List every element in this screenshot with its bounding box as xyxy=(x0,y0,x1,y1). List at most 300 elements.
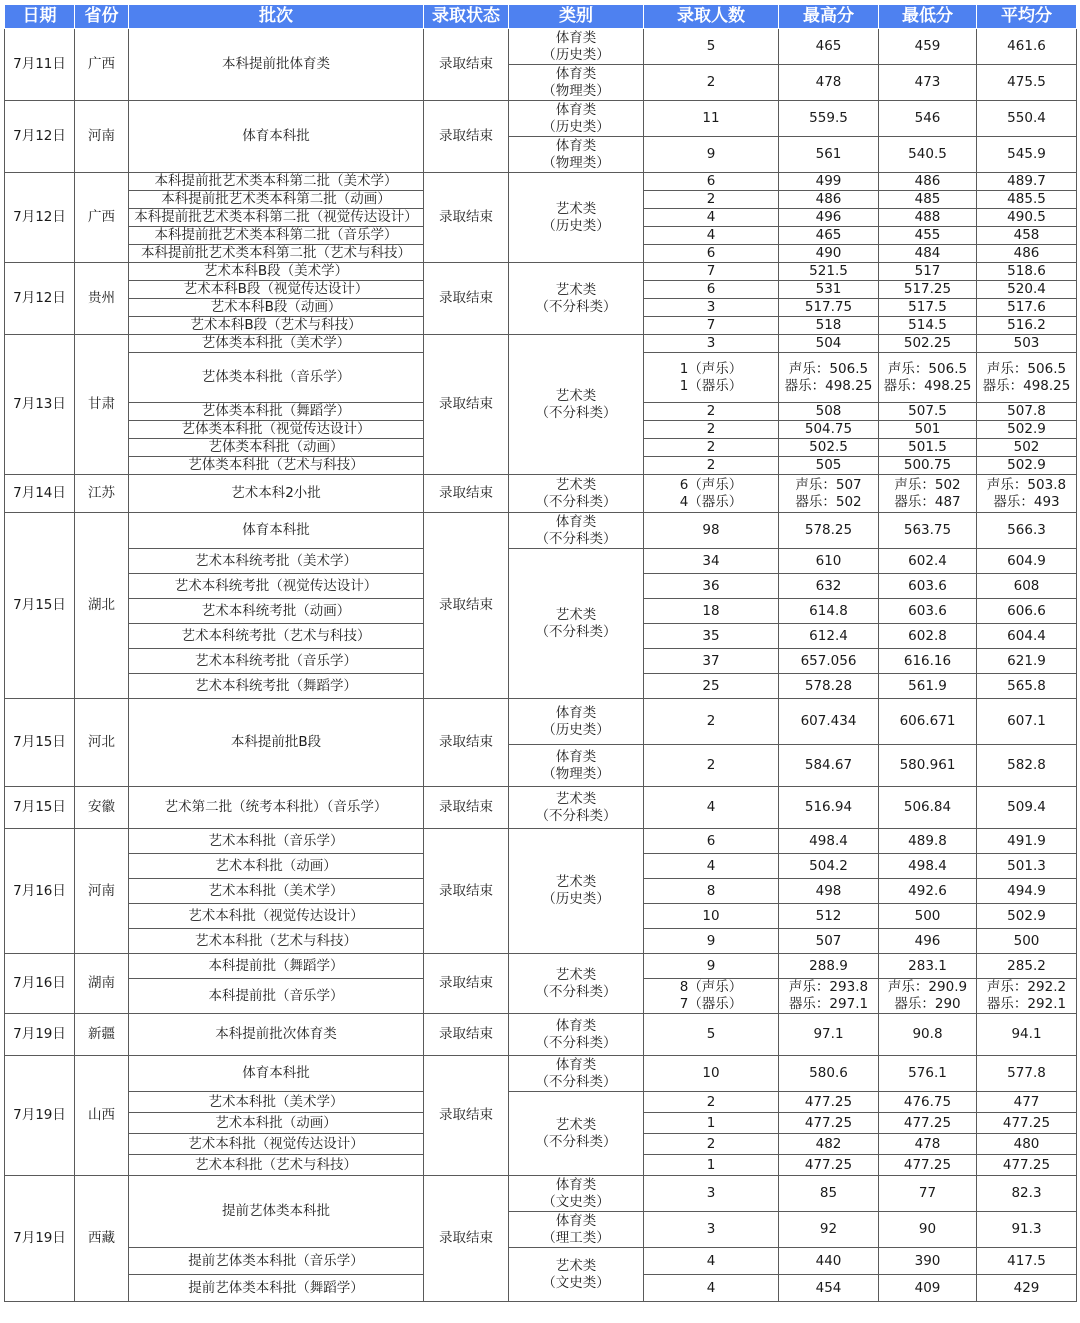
min-score-cell-line: 540.5 xyxy=(908,146,947,162)
admitted-count-cell-line: 37 xyxy=(702,652,720,669)
batch-cell-line: 本科提前批体育类 xyxy=(222,56,330,72)
max-score-cell-line: 498.4 xyxy=(809,832,848,849)
max-score-cell xyxy=(779,787,879,829)
date-cell-line: 7月12日 xyxy=(13,290,66,306)
province-cell-line: 甘肃 xyxy=(88,396,115,412)
status-cell xyxy=(424,101,509,173)
batch-cell xyxy=(129,403,424,421)
min-score-cell-line: 517 xyxy=(914,263,941,279)
min-score-cell-line: 506.84 xyxy=(903,799,952,815)
max-score-cell xyxy=(779,1155,879,1176)
avg-score-cell xyxy=(977,173,1077,191)
category-cell xyxy=(509,513,644,549)
batch-cell-line: 提前艺体类本科批 xyxy=(222,1203,330,1219)
admitted-count-cell-line: 1（器乐） xyxy=(679,377,743,394)
batch-cell xyxy=(129,421,424,439)
min-score-cell xyxy=(879,209,977,227)
status-cell-line: 录取结束 xyxy=(439,128,493,144)
status-cell-line: 录取结束 xyxy=(439,734,493,750)
batch-cell-line: 艺术本科2小批 xyxy=(231,485,321,501)
max-score-cell-line: 97.1 xyxy=(813,1026,844,1042)
min-score-cell xyxy=(879,574,977,599)
max-score-cell xyxy=(779,403,879,421)
avg-score-cell-line: 491.9 xyxy=(1007,832,1046,849)
admitted-count-cell xyxy=(644,674,779,699)
min-score-cell-line: 602.8 xyxy=(908,627,947,644)
avg-score-cell-line: 501.3 xyxy=(1007,857,1046,874)
admitted-count-cell xyxy=(644,457,779,475)
min-score-cell xyxy=(879,904,977,929)
admission-table-wrapper xyxy=(4,4,1077,1302)
max-score-cell xyxy=(779,1092,879,1113)
admitted-count-cell-line: 98 xyxy=(702,522,720,538)
category-cell xyxy=(509,65,644,101)
avg-score-cell-line: 475.5 xyxy=(1007,74,1046,90)
batch-cell-line: 本科提前批艺术类本科第二批（美术学） xyxy=(154,173,398,189)
min-score-cell-line: 459 xyxy=(914,38,941,54)
admitted-count-cell-line: 4 xyxy=(706,1279,716,1296)
batch-cell xyxy=(129,624,424,649)
admitted-count-cell xyxy=(644,1212,779,1248)
max-score-cell xyxy=(779,209,879,227)
batch-cell-line: 艺术本科批（视觉传达设计） xyxy=(188,907,364,924)
max-score-cell xyxy=(779,439,879,457)
date-cell-line: 7月19日 xyxy=(13,1230,66,1246)
avg-score-cell-line: 608 xyxy=(1013,577,1040,594)
avg-score-cell-line: 516.2 xyxy=(1007,317,1046,333)
max-score-cell xyxy=(779,173,879,191)
category-cell-line: 体育类 xyxy=(555,513,597,530)
province-cell-line: 新疆 xyxy=(88,1026,115,1042)
max-score-cell xyxy=(779,1056,879,1092)
max-score-cell xyxy=(779,29,879,65)
admitted-count-cell xyxy=(644,649,779,674)
avg-score-cell xyxy=(977,1275,1077,1302)
min-score-cell-line: 603.6 xyxy=(908,577,947,594)
avg-score-cell xyxy=(977,1092,1077,1113)
avg-score-cell-line: 器乐：292.1 xyxy=(986,996,1067,1012)
category-cell-line: （文史类） xyxy=(542,1274,610,1291)
status-cell-line: 录取结束 xyxy=(439,1026,493,1042)
avg-score-cell xyxy=(977,745,1077,787)
avg-score-cell-line: 502.9 xyxy=(1007,421,1046,437)
category-cell xyxy=(509,1056,644,1092)
avg-score-cell xyxy=(977,954,1077,979)
date-cell-line: 7月13日 xyxy=(13,396,66,412)
category-cell-line: 体育类 xyxy=(555,29,597,46)
admitted-count-cell xyxy=(644,245,779,263)
batch-cell xyxy=(129,904,424,929)
admitted-count-cell xyxy=(644,299,779,317)
admitted-count-cell-line: 18 xyxy=(702,602,720,619)
max-score-cell xyxy=(779,317,879,335)
date-cell-line: 7月14日 xyxy=(13,485,66,501)
min-score-cell-line: 546 xyxy=(914,110,941,126)
status-cell xyxy=(424,1176,509,1302)
max-score-cell xyxy=(779,649,879,674)
min-score-cell xyxy=(879,227,977,245)
batch-cell xyxy=(129,954,424,979)
max-score-cell-line: 561 xyxy=(815,146,842,162)
admitted-count-cell-line: 2 xyxy=(706,74,716,90)
max-score-cell xyxy=(779,1248,879,1275)
admitted-count-cell xyxy=(644,1134,779,1155)
max-score-cell xyxy=(779,954,879,979)
header-avg-score: 平均分 xyxy=(977,5,1077,29)
max-score-cell xyxy=(779,745,879,787)
admitted-count-cell-line: 7 xyxy=(706,263,716,279)
batch-cell xyxy=(129,29,424,101)
avg-score-cell-line: 502.9 xyxy=(1007,907,1046,924)
min-score-cell xyxy=(879,1092,977,1113)
max-score-cell xyxy=(779,624,879,649)
admitted-count-cell-line: 6（声乐） xyxy=(679,476,743,493)
category-cell-line: （物理类） xyxy=(542,765,610,782)
status-cell-line: 录取结束 xyxy=(439,597,493,613)
min-score-cell xyxy=(879,929,977,954)
category-cell-line: （历史类） xyxy=(542,217,610,234)
batch-cell-line: 本科提前批（音乐学） xyxy=(208,987,344,1004)
min-score-cell xyxy=(879,879,977,904)
min-score-cell-line: 603.6 xyxy=(908,602,947,619)
avg-score-cell xyxy=(977,1056,1077,1092)
category-cell xyxy=(509,137,644,173)
min-score-cell-line: 器乐：290 xyxy=(894,996,961,1012)
max-score-cell-line: 478 xyxy=(815,74,842,90)
category-cell-line: 艺术类 xyxy=(555,387,597,404)
min-score-cell xyxy=(879,829,977,854)
max-score-cell-line: 465 xyxy=(815,38,842,54)
min-score-cell xyxy=(879,191,977,209)
date-cell xyxy=(5,101,75,173)
max-score-cell xyxy=(779,299,879,317)
avg-score-cell xyxy=(977,699,1077,745)
category-cell xyxy=(509,549,644,699)
min-score-cell-line: 476.75 xyxy=(903,1093,952,1110)
status-cell-line: 录取结束 xyxy=(439,799,493,815)
avg-score-cell-line: 503 xyxy=(1013,335,1040,351)
max-score-cell-line: 614.8 xyxy=(809,602,848,619)
min-score-cell-line: 616.16 xyxy=(903,652,952,669)
min-score-cell-line: 500 xyxy=(914,907,941,924)
avg-score-cell-line: 509.4 xyxy=(1007,799,1046,815)
category-cell-line: （历史类） xyxy=(542,891,610,907)
header-max-score: 最高分 xyxy=(779,5,879,29)
admitted-count-cell-line: 36 xyxy=(702,577,720,594)
min-score-cell xyxy=(879,421,977,439)
max-score-cell xyxy=(779,574,879,599)
category-cell-line: （不分科类） xyxy=(535,1073,617,1090)
status-cell xyxy=(424,1014,509,1056)
category-cell-line: 体育类 xyxy=(555,704,597,721)
avg-score-cell xyxy=(977,649,1077,674)
category-cell-line: （不分科类） xyxy=(535,1034,617,1051)
table-row xyxy=(5,335,1077,353)
avg-score-cell xyxy=(977,624,1077,649)
max-score-cell xyxy=(779,854,879,879)
max-score-cell-line: 器乐：297.1 xyxy=(788,996,869,1012)
status-cell xyxy=(424,954,509,1014)
min-score-cell-line: 501 xyxy=(914,421,941,437)
max-score-cell xyxy=(779,1113,879,1134)
province-cell xyxy=(75,263,129,335)
admitted-count-cell-line: 5 xyxy=(706,38,716,54)
category-cell-line: 体育类 xyxy=(555,1212,597,1229)
admitted-count-cell xyxy=(644,513,779,549)
max-score-cell xyxy=(779,549,879,574)
avg-score-cell xyxy=(977,1212,1077,1248)
admitted-count-cell xyxy=(644,929,779,954)
batch-cell-line: 提前艺体类本科批（舞蹈学） xyxy=(188,1279,364,1296)
min-score-cell-line: 507.5 xyxy=(908,403,947,419)
max-score-cell xyxy=(779,1275,879,1302)
min-score-cell xyxy=(879,787,977,829)
avg-score-cell-line: 577.8 xyxy=(1007,1065,1046,1081)
admitted-count-cell-line: 10 xyxy=(702,1065,720,1081)
province-cell xyxy=(75,335,129,475)
avg-score-cell-line: 458 xyxy=(1013,227,1040,243)
min-score-cell xyxy=(879,1056,977,1092)
admitted-count-cell xyxy=(644,745,779,787)
header-row xyxy=(5,5,1077,29)
batch-cell xyxy=(129,1113,424,1134)
admitted-count-cell-line: 2 xyxy=(706,421,716,437)
admitted-count-cell xyxy=(644,599,779,624)
avg-score-cell-line: 器乐：498.25 xyxy=(982,377,1071,394)
category-cell-line: （历史类） xyxy=(542,721,610,738)
avg-score-cell-line: 477 xyxy=(1013,1093,1040,1110)
status-cell xyxy=(424,787,509,829)
min-score-cell-line: 514.5 xyxy=(908,317,947,333)
avg-score-cell xyxy=(977,65,1077,101)
date-cell xyxy=(5,829,75,954)
max-score-cell-line: 499 xyxy=(815,173,842,189)
category-cell xyxy=(509,173,644,263)
admitted-count-cell xyxy=(644,854,779,879)
province-cell-line: 贵州 xyxy=(88,290,115,306)
table-row xyxy=(5,549,1077,574)
batch-cell xyxy=(129,674,424,699)
category-cell-line: 体育类 xyxy=(555,101,597,118)
date-cell-line: 7月16日 xyxy=(13,975,66,991)
admitted-count-cell xyxy=(644,624,779,649)
admitted-count-cell-line: 1 xyxy=(706,1114,716,1131)
min-score-cell-line: 90 xyxy=(918,1221,937,1237)
min-score-cell xyxy=(879,101,977,137)
header-min-score: 最低分 xyxy=(879,5,977,29)
max-score-cell-line: 502.5 xyxy=(809,439,848,455)
max-score-cell-line: 声乐：506.5 xyxy=(788,360,869,377)
category-cell xyxy=(509,335,644,475)
avg-score-cell-line: 声乐：506.5 xyxy=(986,360,1067,377)
min-score-cell-line: 580.961 xyxy=(899,757,956,773)
category-cell xyxy=(509,1014,644,1056)
avg-score-cell xyxy=(977,674,1077,699)
table-row xyxy=(5,29,1077,65)
avg-score-cell-line: 606.6 xyxy=(1007,602,1046,619)
admitted-count-cell-line: 35 xyxy=(702,627,720,644)
province-cell xyxy=(75,101,129,173)
admitted-count-cell-line: 3 xyxy=(706,1185,716,1201)
date-cell xyxy=(5,699,75,787)
status-cell-line: 录取结束 xyxy=(439,1230,493,1246)
province-cell-line: 江苏 xyxy=(88,485,115,501)
category-cell-line: 体育类 xyxy=(555,1176,597,1193)
batch-cell-line: 艺体类本科批（舞蹈学） xyxy=(201,403,351,419)
category-cell-line: （物理类） xyxy=(542,82,610,99)
batch-cell-line: 艺术本科统考批（音乐学） xyxy=(195,652,357,669)
batch-cell-line: 本科提前批艺术类本科第二批（艺术与科技） xyxy=(141,245,411,261)
max-score-cell-line: 器乐：498.25 xyxy=(784,377,873,394)
min-score-cell-line: 492.6 xyxy=(908,882,947,899)
admitted-count-cell xyxy=(644,954,779,979)
batch-cell xyxy=(129,245,424,263)
category-cell-line: 体育类 xyxy=(555,748,597,765)
avg-score-cell-line: 520.4 xyxy=(1007,281,1046,297)
batch-cell xyxy=(129,263,424,281)
avg-score-cell xyxy=(977,457,1077,475)
status-cell xyxy=(424,335,509,475)
avg-score-cell xyxy=(977,574,1077,599)
max-score-cell xyxy=(779,674,879,699)
max-score-cell-line: 580.6 xyxy=(809,1065,848,1081)
min-score-cell xyxy=(879,624,977,649)
batch-cell xyxy=(129,209,424,227)
status-cell-line: 录取结束 xyxy=(439,882,493,899)
category-cell-line: 体育类 xyxy=(555,1017,597,1034)
header-batch: 批次 xyxy=(129,5,424,29)
batch-cell-line: 体育本科批 xyxy=(242,522,310,538)
min-score-cell xyxy=(879,674,977,699)
avg-score-cell xyxy=(977,317,1077,335)
admitted-count-cell xyxy=(644,263,779,281)
batch-cell-line: 本科提前批B段 xyxy=(230,734,322,750)
max-score-cell xyxy=(779,263,879,281)
status-cell xyxy=(424,699,509,787)
batch-cell xyxy=(129,879,424,904)
avg-score-cell xyxy=(977,1155,1077,1176)
avg-score-cell-line: 91.3 xyxy=(1011,1221,1042,1237)
min-score-cell-line: 489.8 xyxy=(908,832,947,849)
min-score-cell xyxy=(879,335,977,353)
min-score-cell xyxy=(879,1155,977,1176)
avg-score-cell xyxy=(977,281,1077,299)
batch-cell-line: 艺术第二批（统考本科批）（音乐学） xyxy=(164,799,388,815)
min-score-cell-line: 484 xyxy=(914,245,941,261)
min-score-cell-line: 485 xyxy=(914,191,941,207)
min-score-cell xyxy=(879,1275,977,1302)
batch-cell xyxy=(129,699,424,787)
header-date: 日期 xyxy=(5,5,75,29)
avg-score-cell xyxy=(977,854,1077,879)
date-cell xyxy=(5,263,75,335)
min-score-cell-line: 500.75 xyxy=(903,457,952,473)
max-score-cell-line: 505 xyxy=(815,457,842,473)
table-row xyxy=(5,787,1077,829)
batch-cell xyxy=(129,929,424,954)
min-score-cell-line: 563.75 xyxy=(903,522,952,538)
province-cell-line: 广西 xyxy=(88,209,115,225)
max-score-cell xyxy=(779,929,879,954)
admitted-count-cell xyxy=(644,137,779,173)
header-category: 类别 xyxy=(509,5,644,29)
max-score-cell xyxy=(779,65,879,101)
max-score-cell-line: 486 xyxy=(815,191,842,207)
batch-cell xyxy=(129,101,424,173)
batch-cell xyxy=(129,191,424,209)
admitted-count-cell xyxy=(644,1113,779,1134)
batch-cell xyxy=(129,173,424,191)
category-cell-line: （不分科类） xyxy=(535,530,617,547)
batch-cell xyxy=(129,1134,424,1155)
max-score-cell-line: 482 xyxy=(815,1135,842,1152)
admitted-count-cell-line: 5 xyxy=(706,1026,716,1042)
batch-cell xyxy=(129,1176,424,1248)
avg-score-cell-line: 621.9 xyxy=(1007,652,1046,669)
batch-cell-line: 艺术本科统考批（舞蹈学） xyxy=(195,677,357,694)
avg-score-cell xyxy=(977,137,1077,173)
max-score-cell-line: 516.94 xyxy=(804,799,853,815)
avg-score-cell xyxy=(977,335,1077,353)
min-score-cell-line: 478 xyxy=(914,1135,941,1152)
batch-cell xyxy=(129,574,424,599)
admitted-count-cell xyxy=(644,65,779,101)
max-score-cell-line: 610 xyxy=(815,552,842,569)
category-cell-line: 艺术类 xyxy=(555,476,597,493)
avg-score-cell xyxy=(977,1134,1077,1155)
admitted-count-cell xyxy=(644,209,779,227)
min-score-cell xyxy=(879,65,977,101)
admission-score-table xyxy=(4,4,1077,1302)
date-cell-line: 7月12日 xyxy=(13,128,66,144)
max-score-cell-line: 496 xyxy=(815,209,842,225)
avg-score-cell-line: 607.1 xyxy=(1007,713,1046,729)
avg-score-cell xyxy=(977,549,1077,574)
min-score-cell-line: 498.4 xyxy=(908,857,947,874)
min-score-cell-line: 488 xyxy=(914,209,941,225)
admitted-count-cell-line: 7（器乐） xyxy=(679,996,743,1012)
category-cell-line: （不分科类） xyxy=(535,298,617,315)
max-score-cell-line: 声乐：293.8 xyxy=(788,979,869,995)
avg-score-cell-line: 507.8 xyxy=(1007,403,1046,419)
max-score-cell-line: 288.9 xyxy=(809,957,848,974)
min-score-cell xyxy=(879,745,977,787)
admitted-count-cell xyxy=(644,281,779,299)
category-cell xyxy=(509,263,644,335)
avg-score-cell-line: 566.3 xyxy=(1007,522,1046,538)
avg-score-cell-line: 声乐：292.2 xyxy=(986,979,1067,995)
admitted-count-cell-line: 6 xyxy=(706,173,716,189)
admitted-count-cell-line: 4 xyxy=(706,227,716,243)
admitted-count-cell xyxy=(644,829,779,854)
min-score-cell xyxy=(879,29,977,65)
min-score-cell xyxy=(879,1248,977,1275)
avg-score-cell-line: 604.4 xyxy=(1007,627,1046,644)
category-cell-line: （不分科类） xyxy=(535,807,617,824)
max-score-cell xyxy=(779,879,879,904)
category-cell xyxy=(509,1212,644,1248)
admitted-count-cell-line: 4 xyxy=(706,209,716,225)
avg-score-cell-line: 582.8 xyxy=(1007,757,1046,773)
batch-cell-line: 艺体类本科批（美术学） xyxy=(201,335,351,351)
category-cell-line: 艺术类 xyxy=(555,281,597,298)
date-cell-line: 7月12日 xyxy=(13,209,66,225)
date-cell-line: 7月11日 xyxy=(13,56,66,72)
max-score-cell-line: 508 xyxy=(815,403,842,419)
category-cell xyxy=(509,1092,644,1176)
min-score-cell-line: 576.1 xyxy=(908,1065,947,1081)
batch-cell xyxy=(129,475,424,513)
